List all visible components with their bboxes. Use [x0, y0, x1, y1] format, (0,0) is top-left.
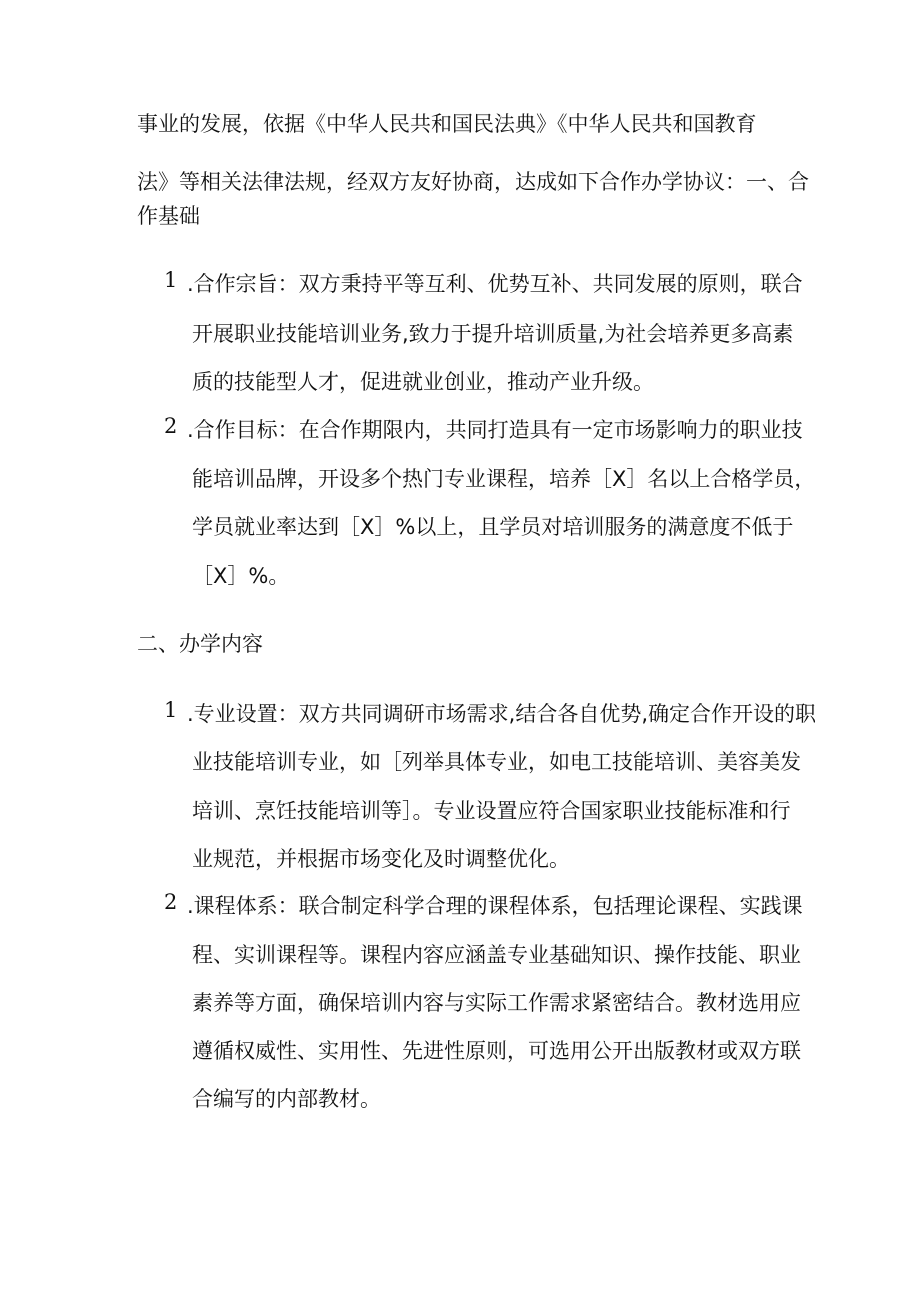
list-item-line: 学员就业率达到［X］%以上，且学员对培训服务的满意度不低于: [192, 515, 794, 539]
section-heading: 二、办学内容: [137, 632, 263, 656]
list-item-number: 1: [164, 698, 178, 722]
list-item-line: 业规范，并根据市场变化及时调整优化。: [192, 847, 570, 871]
list-item-number: 2: [164, 890, 178, 914]
list-item-line: 合编写的内部教材。: [192, 1087, 381, 1111]
list-item-number: 1: [164, 268, 178, 292]
list-item-line: 能培训品牌，开设多个热门专业课程，培养［X］名以上合格学员，: [192, 467, 816, 491]
list-item-number: 2: [164, 414, 178, 438]
list-item-line: .合作目标：在合作期限内，共同打造具有一定市场影响力的职业技: [187, 418, 803, 442]
list-item-line: 业技能培训专业，如［列举具体专业，如电工技能培训、美容美发: [192, 750, 801, 774]
list-item-line: ［X］%。: [192, 564, 290, 588]
list-item-line: 程、实训课程等。课程内容应涵盖专业基础知识、操作技能、职业: [192, 943, 801, 967]
list-item-line: 素养等方面，确保培训内容与实际工作需求紧密结合。教材选用应: [192, 991, 801, 1015]
list-item-line: 遵循权威性、实用性、先进性原则，可选用公开出版教材或双方联: [192, 1039, 801, 1063]
list-item-line: .专业设置：双方共同调研市场需求,结合各自优势,确定合作开设的职: [187, 702, 817, 726]
intro-line-2: 法》等相关法律法规，经双方友好协商，达成如下合作办学协议：一、合: [137, 170, 809, 194]
list-item-line: .合作宗旨：双方秉持平等互利、优势互补、共同发展的原则，联合: [187, 272, 803, 296]
list-item-line: 质的技能型人才，促进就业创业，推动产业升级。: [192, 370, 654, 394]
list-item-line: .课程体系：联合制定科学合理的课程体系，包括理论课程、实践课: [187, 894, 803, 918]
list-item-line: 培训、烹饪技能培训等］。专业设置应符合国家职业技能标准和行: [192, 799, 791, 823]
intro-line-1: 事业的发展，依据《中华人民共和国民法典》《中华人民共和国教育: [137, 112, 757, 136]
list-item-line: 开展职业技能培训业务,致力于提升培训质量,为社会培养更多高素: [192, 322, 794, 346]
intro-line-3: 作基础: [137, 204, 200, 228]
